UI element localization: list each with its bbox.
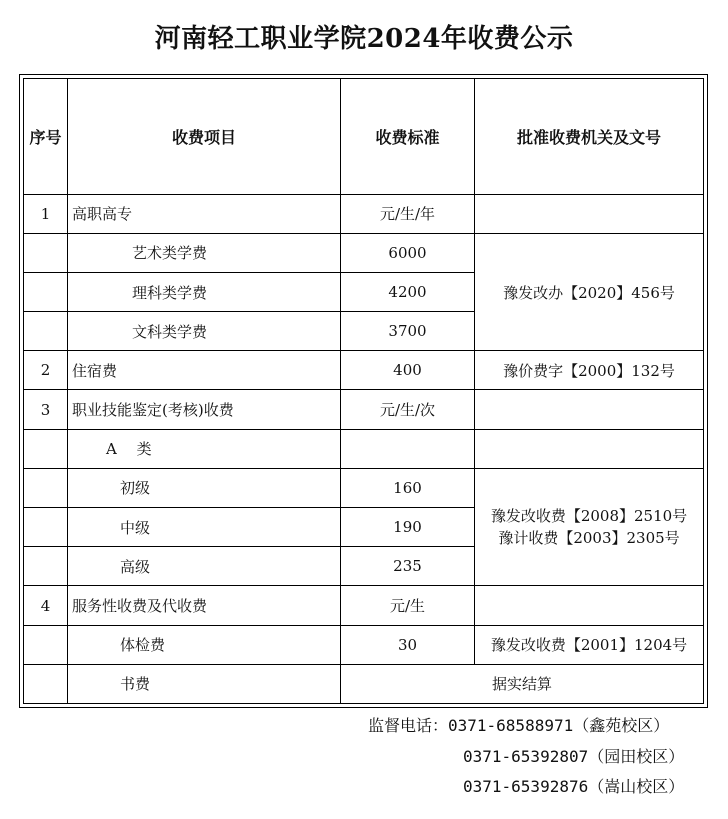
row-item: 初级 [68, 468, 341, 507]
header-row [24, 79, 704, 195]
row-standard [341, 429, 475, 468]
row-standard: 3700 [341, 312, 475, 351]
row-approval [475, 429, 704, 468]
row-no [24, 468, 68, 507]
table-row [24, 390, 704, 429]
supervision-phone-2: 0371-65392807（园田校区） [463, 747, 685, 766]
table-row [24, 194, 704, 233]
row-item: 艺术类学费 [68, 233, 341, 272]
row-no: 1 [24, 194, 68, 233]
page-title: 河南轻工职业学院2024年收费公示 [154, 24, 574, 54]
row-item: 理科类学费 [68, 272, 341, 311]
table-row [24, 429, 704, 468]
row-item: 体检费 [68, 625, 341, 664]
approval-tuition: 豫发改办【2020】456号 [475, 233, 704, 351]
row-standard: 6000 [341, 233, 475, 272]
row-no: 3 [24, 390, 68, 429]
row-item: 文科类学费 [68, 312, 341, 351]
row-approval [475, 194, 704, 233]
row-no [24, 664, 68, 703]
row-standard: 4200 [341, 272, 475, 311]
table-row [24, 351, 704, 390]
row-approval [475, 586, 704, 625]
approval-physical: 豫发改收费【2001】1204号 [475, 625, 704, 664]
row-standard: 235 [341, 547, 475, 586]
fee-table [23, 78, 704, 704]
row-no [24, 429, 68, 468]
row-item: 高职高专 [68, 194, 341, 233]
supervision-phone-1: 监督电话：0371-68588971（鑫苑校区） [368, 716, 670, 735]
row-standard-books: 据实结算 [341, 664, 704, 703]
header-no: 序号 [24, 79, 68, 195]
row-no: 2 [24, 351, 68, 390]
approval-skills [475, 468, 704, 586]
row-no [24, 625, 68, 664]
row-standard: 元/生/次 [341, 390, 475, 429]
row-approval [475, 390, 704, 429]
row-item: 住宿费 [68, 351, 341, 390]
row-item: 中级 [68, 508, 341, 547]
row-no: 4 [24, 586, 68, 625]
approval-skills-line2: 豫计收费【2003】2305号 [498, 529, 680, 548]
header-item: 收费项目 [68, 79, 341, 195]
approval-skills-line1: 豫发改收费【2008】2510号 [490, 507, 688, 526]
row-item: 服务性收费及代收费 [68, 586, 341, 625]
row-standard: 190 [341, 508, 475, 547]
row-no [24, 508, 68, 547]
row-item: 高级 [68, 547, 341, 586]
table-row [24, 468, 704, 507]
row-no [24, 272, 68, 311]
table-row [24, 586, 704, 625]
row-standard: 160 [341, 468, 475, 507]
table-row [24, 233, 704, 272]
table-row [24, 625, 704, 664]
row-item: A 类 [68, 429, 341, 468]
row-no [24, 233, 68, 272]
header-standard: 收费标准 [341, 79, 475, 195]
header-approval: 批准收费机关及文号 [475, 79, 704, 195]
table-row [24, 664, 704, 703]
row-no [24, 312, 68, 351]
row-standard: 30 [341, 625, 475, 664]
fee-table-frame [19, 74, 708, 708]
row-standard: 元/生/年 [341, 194, 475, 233]
row-no [24, 547, 68, 586]
supervision-phone-3: 0371-65392876（嵩山校区） [463, 777, 685, 796]
approval-dorm: 豫价费字【2000】132号 [475, 351, 704, 390]
row-standard: 元/生 [341, 586, 475, 625]
row-item: 职业技能鉴定(考核)收费 [68, 390, 341, 429]
row-standard: 400 [341, 351, 475, 390]
row-item: 书费 [68, 664, 341, 703]
